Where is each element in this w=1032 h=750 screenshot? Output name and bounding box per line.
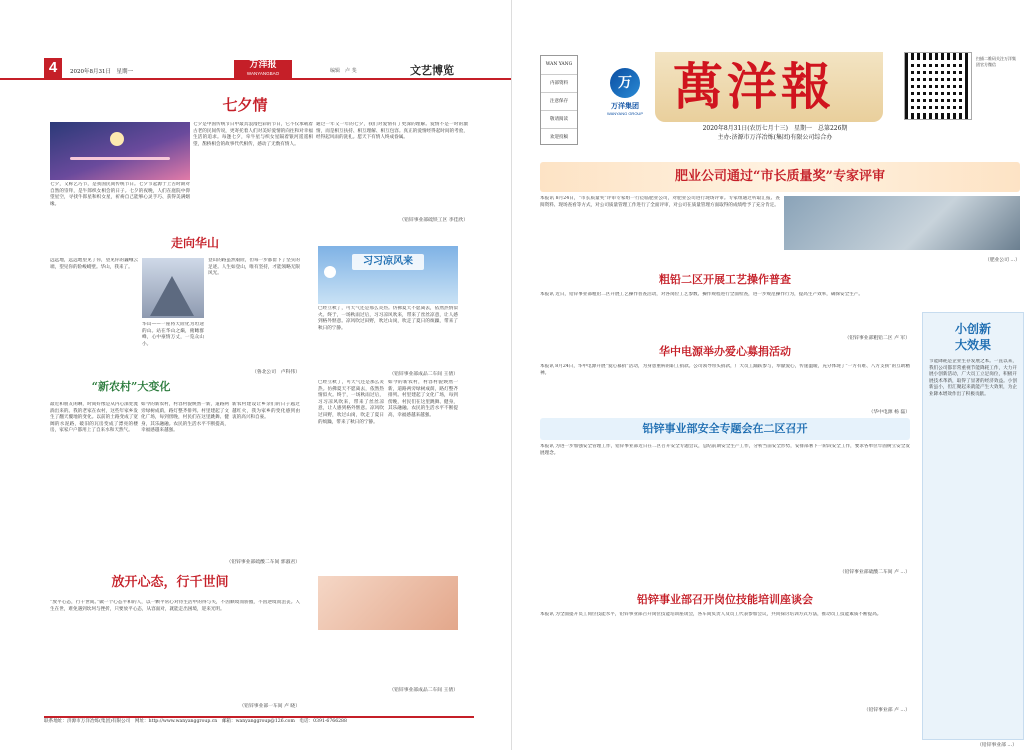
fangkai-title-block xyxy=(70,572,270,594)
left-page-header xyxy=(0,58,512,80)
story-4-credit: （铅锌事业部硫酸二车间 卢 …） xyxy=(839,570,910,575)
company-logo-icon: 万 xyxy=(610,68,640,98)
qr-code xyxy=(904,52,972,120)
qixi-body-2: 七夕是中国传统节日中最具浪漫色彩的节日，它不仅承载着古老的民间传说，更寄托着人们对美好爱情的向往和对幸福生活的追求。每逢七夕，牵牛星与织女星隔着银河遥遥相望，鹊桥相会的故事代代相传，感动了无数有情人。 xyxy=(193,122,313,147)
headline-3: 华中电源举办爱心募捐活动 xyxy=(659,345,791,358)
huashan-body-1: 远远地，远远地望见了你，望见你的巍峨云端，望见你的险峻峭壁。华山，我来了。 xyxy=(50,258,138,270)
nongcun-title: “新农村”大变化 xyxy=(91,380,171,393)
nongcun-body-2: 如今的新农村，村容村貌焕然一新，道路两旁绿树成荫，路灯整齐排列。村里建起了文化广场，每到傍晚，村民们在这里跳舞、健身，其乐融融。农民的生活水平不断提高，幸福感越来越强。 xyxy=(141,402,229,434)
story-4-body: 本报讯 为进一步加强安全管理工作，铅锌事业部近日在二区召开安全专题会议，总结前期安全生产工作，分析当前安全形势，安排部署下一阶段安全工作，要求各单位牢固树立安全发展理念。 xyxy=(540,444,910,456)
huashan-credit: （鲁北公司 卢科伟） xyxy=(252,370,300,375)
story-3-body: 本报讯 8月24日，华中电源开展“爱心募捐”活动，为身患重病的职工捐款。公司领导带头捐款，广大员工踊跃参与，奉献爱心，传递温暖，充分体现了“一方有难、八方支援”的互助精神。 xyxy=(540,364,910,376)
xiliang-continued-a: 已经立秋了，可天气还是那么炎热。仿佛夏天不愿离去，依然热情似火。终于，一场秋雨过后，习习凉风吹来，带来了丝丝凉意，让人感到格外惬意。凉风吹过田野，吹过山岗，吹走了夏日的烦躁，带来了秋日的宁静。 xyxy=(318,380,384,425)
story-1-body: 本报讯 8月24日，“市长质量奖”评审专家组一行莅临肥业公司，对肥业公司进行现场评审。专家组通过听取汇报、查阅资料、现场查看等方式，对公司质量管理工作进行了全面评审，对公司在质量管理方面取得的成绩给予了充分肯定。 xyxy=(540,196,780,208)
qixi-title-block xyxy=(185,92,305,120)
story-5-body: 本报讯 为全面提升员工岗位技能水平，铅锌事业部召开岗位技能培训座谈会，各车间负责人及员工代表参加会议，共同探讨培训方式方法，推动员工技能素质不断提高。 xyxy=(540,612,882,617)
fangkai-credit: （铅锌事业部一车间 卢 晓） xyxy=(239,704,300,709)
sidebar-title: 小创新 大效果 xyxy=(954,322,991,352)
huashan-image xyxy=(142,258,204,318)
xiliang-photo xyxy=(318,576,458,630)
issue-date: 2020年8月31日 星期一 xyxy=(70,69,133,75)
page-number: 4 xyxy=(44,58,62,78)
side-link: 注意保存 xyxy=(541,93,577,111)
xiliang-credit: （铅锌事业部成品二车间 王倩） xyxy=(389,372,458,377)
side-link: 欢迎投稿 xyxy=(550,135,568,140)
qixi-body-3: 通过一年又一年的七夕，我们对爱情有了更深的理解。爱情不是一时的激情，而是相互扶持、相互理解、相互包容。真正的爱情经得起时间的考验，经得起风雨的洗礼。愿天下有情人终成眷属。 xyxy=(316,122,468,141)
story-2-credit: （铅锌事业部粗铅二区 卢 军） xyxy=(844,336,910,341)
left-page xyxy=(0,0,512,750)
qr-caption: 扫描二维码关注万洋集团官方微信 xyxy=(976,56,1016,67)
huashan-body-2: 华山——一座将天险化为坦途的山。站在华山之巅，俯瞰群峰，心中豪情万丈，一览众山小。 xyxy=(142,322,204,347)
qixi-title: 七夕情 xyxy=(222,96,268,114)
huashan-title-block xyxy=(150,234,240,252)
nongcun-body-3: 新农村建设让乡亲们的日子越过越红火，我为家乡的变化感到由衷的高兴和自豪。 xyxy=(232,402,300,421)
nongcun-title-block xyxy=(66,378,196,396)
xiliang-title-block xyxy=(352,254,424,270)
xiliang-title: 习习凉风来 xyxy=(363,256,413,267)
nongcun-body-1: 最近和朋友闲聊，时间好像是从内心深处流淌出来的。我的老家在农村，这些年家乡发生了翻天覆地的变化。以前的土路变成了宽阔的水泥路，破旧的瓦房变成了漂亮的楼房，家家户户都用上了自来水和天然气。 xyxy=(50,402,138,434)
masthead-title: 萬洋報 xyxy=(673,57,835,116)
bottom-credit-right: （铅锌事业部成品二车间 王倩） xyxy=(389,688,458,693)
fangkai-title: 放开心态，行千世间 xyxy=(111,575,229,590)
headline-5: 铅锌事业部召开岗位技能培训座谈会 xyxy=(637,593,813,606)
side-link: WAN YANG xyxy=(541,56,577,75)
sidebar-credit: （铅锌事业部 …） xyxy=(977,743,1017,748)
nongcun-credit: （铅锌事业部硫酸二车间 郭淑君） xyxy=(226,560,300,565)
qixi-body-1: 七夕，又称乞巧节，是我国民间传统节日。七夕节起源于上古时期对自然的崇拜，是牛郎织女相会的日子。七夕的夜晚，人们在庭院中仰望星空，寻找牛郎星和织女星，祈祷自己能够心灵手巧、获得美满姻缘。 xyxy=(50,182,190,207)
huashan-title: 走向华山 xyxy=(170,236,219,250)
page-footer: 联系地址：济源市万洋冶炼(集团)有限公司 网址：http://www.wanyanggroup.cn 邮箱：wanyanggroup@126.com 电话：0391-6766288 xyxy=(44,716,474,726)
xiliang-continued-b: 如今的新农村，村容村貌焕然一新，道路两旁绿树成荫，路灯整齐排列。村里建起了文化广场，每到傍晚，村民们在这里跳舞、健身，其乐融融。农民的生活水平不断提高，幸福感越来越强。 xyxy=(388,380,458,418)
story-3-credit: （华中电源 杨 磊） xyxy=(868,410,910,415)
company-logo: 万 万洋集团 WANYANG GROUP xyxy=(596,68,654,130)
paper-logo: 万洋报 WANYANGBAO xyxy=(234,60,292,78)
sidebar-body: 节能降耗是企业生存发展之本。一直以来，我们公司都非常重视节能降耗工作，大力开展小创新活动，广大员工立足岗位，积极开展技术革新，取得了显著的经济效益。小创新虽小，但汇聚起来就能产生大效果，为企业降本增效作出了积极贡献。 xyxy=(929,359,1017,397)
headline-2: 粗铅二区开展工艺操作普查 xyxy=(659,273,791,286)
headline-1: 肥业公司通过“市长质量奖”专家评审 xyxy=(540,162,1020,192)
headline-4: 铅锌事业部安全专题会在二区召开 xyxy=(540,418,910,440)
story-1-credit: （肥业公司 …） xyxy=(984,258,1020,263)
xiliang-body: 已经立秋了，可天气还是那么炎热。仿佛夏天不愿离去，依然热情似火。终于，一场秋雨过后，习习凉风吹来，带来了丝丝凉意，让人感到格外惬意。凉风吹过田野，吹过山岗，吹走了夏日的烦躁，带来了秋日的宁静。 xyxy=(318,306,458,331)
side-link: 内部资料 xyxy=(541,75,577,93)
sidebar xyxy=(922,312,1024,748)
story-5-credit: （铅锌事业部 卢 …） xyxy=(863,708,910,713)
side-link: 敬请阅读 xyxy=(541,111,577,129)
qixi-credit: （铅锌事业部硫铁工区 李佳欣） xyxy=(399,218,468,223)
story-2-body: 本报讯 近日，铅锌事业部粗铅二区开展工艺操作普查活动，对各岗位工艺参数、操作规程进行全面检查，进一步规范操作行为，提高生产效率，确保安全生产。 xyxy=(540,292,864,297)
right-page xyxy=(520,0,1032,750)
issue-dateline: 2020年8月31日(农历七月十三) 星期一 总第226期 主办:济源市万洋冶炼(集团)有限公司综合办 xyxy=(702,125,848,141)
side-links xyxy=(540,55,578,145)
editor-label: 编辑 卢 斐 xyxy=(330,68,357,74)
story-1-photo xyxy=(784,196,1020,250)
huashan-body-3: 登山的路虽然艰险，但每一步都留下了坚实的足迹。人生如登山，唯有坚持，才能领略无限风光。 xyxy=(208,258,300,277)
masthead xyxy=(655,52,883,122)
qixi-image xyxy=(50,122,190,180)
section-title: 文艺博览 xyxy=(410,64,454,77)
fangkai-body: “放平心态，行千世间。”做一个心态平和的人，以一颗平常心对待生活中的得与失，不因顺境而骄傲，不因逆境而沮丧。人生在世，难免遇到坎坷与挫折，只要放平心态，从容面对，就能走出困境，迎来光明。 xyxy=(50,600,300,612)
